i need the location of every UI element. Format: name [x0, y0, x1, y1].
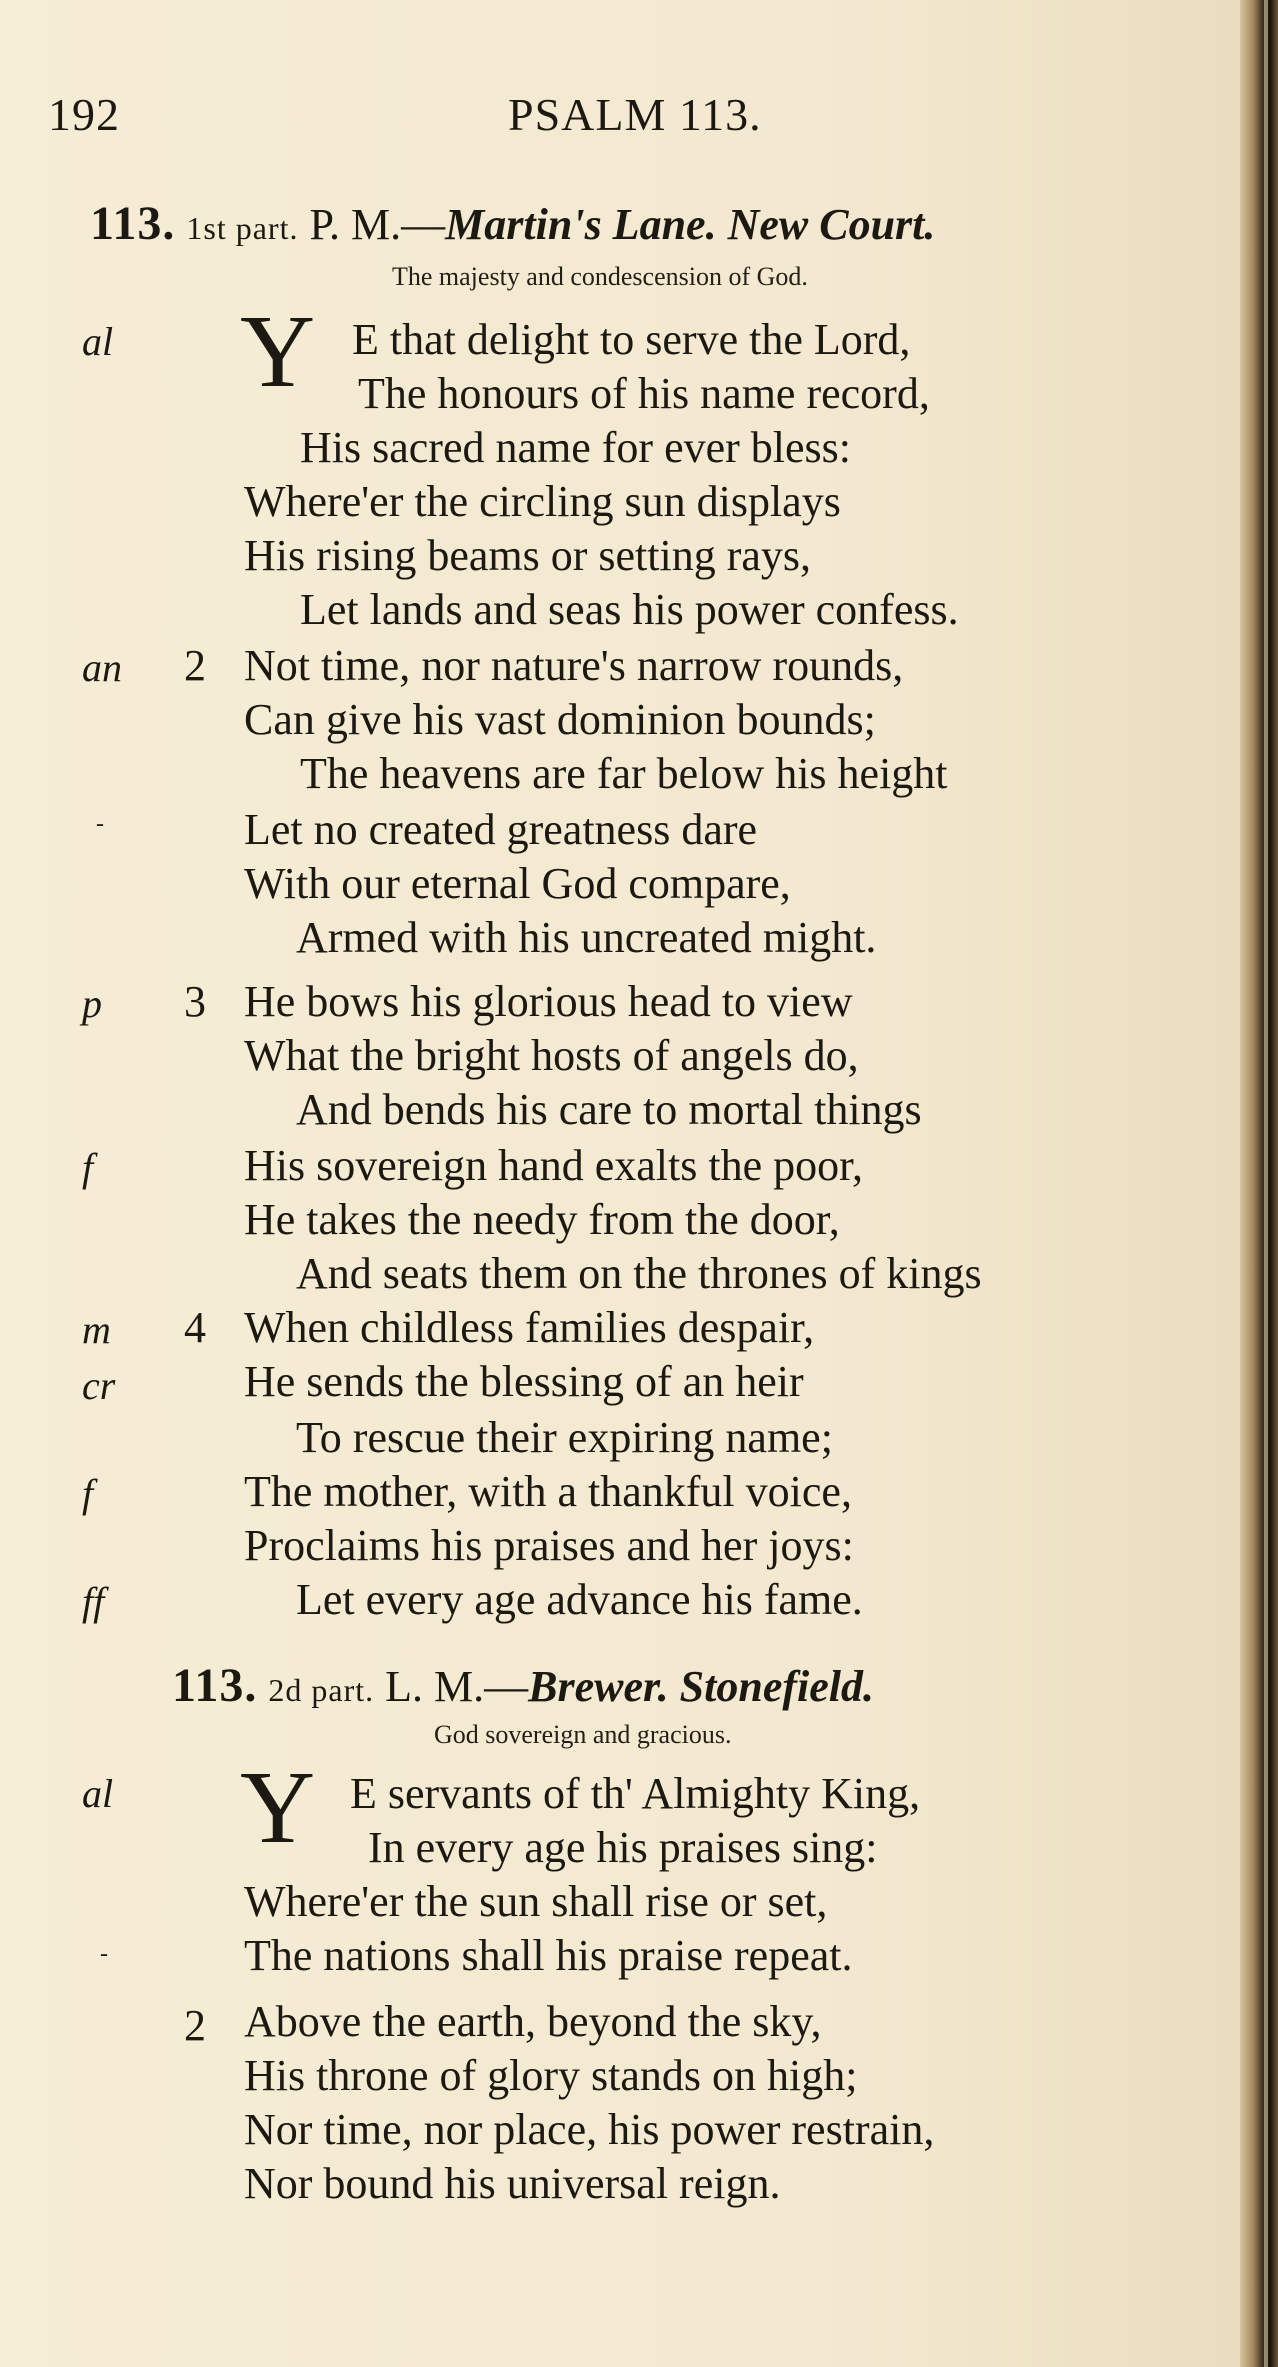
hymn2-dropcap: Y	[240, 1750, 316, 1865]
hymn1-number: 113.	[90, 197, 176, 250]
page-edge	[1240, 0, 1278, 2367]
hymn1-line: His rising beams or setting rays,	[244, 531, 812, 580]
hymn2-line: E servants of th' Almighty King,	[350, 1769, 921, 1818]
hymn1-line: Where'er the circling sun displays	[244, 477, 841, 526]
running-title: PSALM 113.	[508, 89, 762, 140]
dynamic-mark: -	[96, 811, 104, 837]
hymn1-line: His sacred name for ever bless:	[300, 423, 852, 472]
dynamic-mark: -	[100, 1941, 108, 1967]
hymn1-line: Can give his vast dominion bounds;	[244, 695, 876, 744]
dynamic-mark: al	[82, 1771, 114, 1816]
hymn1-line: Let no created greatness dare	[244, 805, 758, 854]
hymn2-line: Where'er the sun shall rise or set,	[244, 1877, 828, 1926]
page-header	[48, 88, 1198, 148]
hymn1-line: He bows his glorious head to view	[244, 977, 853, 1026]
dynamic-mark: ff	[82, 1579, 105, 1624]
hymn1-line: And bends his care to mortal things	[296, 1085, 922, 1134]
hymn2-line: In every age his praises sing:	[368, 1823, 878, 1872]
hymn1-line: The mother, with a thankful voice,	[244, 1467, 852, 1516]
dynamic-mark: p	[82, 981, 102, 1026]
dynamic-mark: an	[82, 645, 122, 690]
hymn2-meter: L. M.—	[385, 1662, 529, 1711]
dynamic-mark: f	[82, 1145, 94, 1190]
hymn1-line: Let every age advance his fame.	[296, 1575, 863, 1624]
hymn2-tunes: Brewer. Stonefield.	[528, 1662, 875, 1711]
hymn2-line: Nor bound his universal reign.	[244, 2159, 781, 2208]
hymn1-tunes: Martin's Lane. New Court.	[445, 200, 936, 249]
hymn1-line: Let lands and seas his power confess.	[300, 585, 959, 634]
hymn1-line: The heavens are far below his height	[300, 749, 948, 798]
hymn1-line: And seats them on the thrones of kings	[296, 1249, 982, 1298]
hymn1-line: What the bright hosts of angels do,	[244, 1031, 859, 1080]
hymn2-subtitle: God sovereign and gracious.	[434, 1720, 732, 1749]
verse-number: 2	[184, 641, 206, 690]
hymn1-meter: P. M.—	[309, 200, 446, 249]
hymn1-line: When childless families despair,	[244, 1303, 815, 1352]
hymn1-part: 1st part.	[186, 210, 299, 246]
hymn1-subtitle: The majesty and condescension of God.	[392, 262, 808, 291]
dynamic-mark: cr	[82, 1363, 116, 1408]
hymn1-line: Armed with his uncreated might.	[296, 913, 877, 962]
hymn1-heading	[90, 196, 935, 251]
verse-number: 4	[184, 1303, 206, 1352]
hymn1-line: With our eternal God compare,	[244, 859, 791, 908]
hymn2-part: 2d part.	[268, 1672, 375, 1708]
page-number: 192	[48, 89, 120, 140]
hymn1-line: He takes the needy from the door,	[244, 1195, 840, 1244]
hymn2-line: Nor time, nor place, his power restrain,	[244, 2105, 935, 2154]
dynamic-mark: m	[82, 1307, 111, 1352]
dynamic-mark: f	[82, 1471, 94, 1516]
verse-number: 3	[184, 977, 206, 1026]
hymn1-line: He sends the blessing of an heir	[244, 1357, 804, 1406]
hymn2-number: 113.	[172, 1659, 258, 1712]
hymn1-line: The honours of his name record,	[358, 369, 930, 418]
hymn1-dropcap: Y	[240, 294, 316, 409]
dynamic-mark: al	[82, 319, 114, 364]
hymn1-line: Proclaims his praises and her joys:	[244, 1521, 854, 1570]
hymn1-line: To rescue their expiring name;	[296, 1413, 833, 1462]
hymn1-line: E that delight to serve the Lord,	[352, 315, 911, 364]
hymn1-line: Not time, nor nature's narrow rounds,	[244, 641, 904, 690]
hymn1-line: His sovereign hand exalts the poor,	[244, 1141, 863, 1190]
hymn2-line: His throne of glory stands on high;	[244, 2051, 858, 2100]
hymn2-heading	[172, 1658, 874, 1713]
hymn2-line: The nations shall his praise repeat.	[244, 1931, 853, 1980]
hymn2-line: Above the earth, beyond the sky,	[244, 1997, 822, 2046]
verse-number: 2	[184, 2001, 206, 2050]
